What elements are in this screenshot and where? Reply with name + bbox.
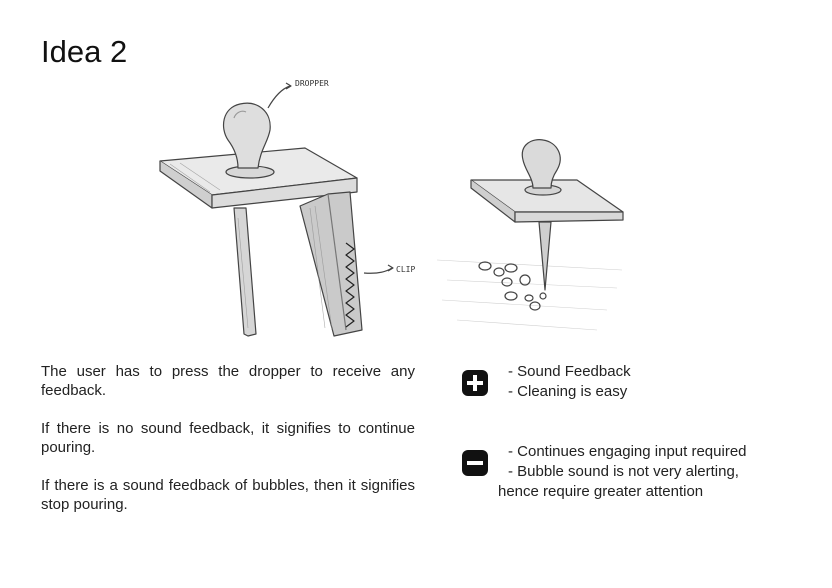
clip-label: CLIP [396, 265, 416, 274]
description-paragraph: If there is no sound feedback, it signifies to continue pouring. [41, 420, 415, 456]
dropper-clip-sketch [150, 68, 420, 343]
pros-item: - Cleaning is easy [508, 383, 628, 400]
plus-icon [462, 370, 488, 396]
pros-item: - Sound Feedback [508, 363, 631, 380]
page-title: Idea 2 [41, 34, 128, 69]
cons-item: - Bubble sound is not very alerting, [508, 463, 739, 480]
cons-item: - Continues engaging input required [508, 443, 747, 460]
cons-item: hence require greater attention [498, 483, 704, 500]
description-paragraph: The user has to press the dropper to receive any feedback. [41, 363, 415, 399]
description [41, 362, 415, 533]
minus-icon [462, 450, 488, 476]
cons-list [498, 442, 747, 502]
dropper-bubbles-sketch [437, 130, 627, 345]
dropper-label: DROPPER [295, 79, 329, 88]
description-paragraph: If there is a sound feedback of bubbles, then it signifies stop pouring. [41, 477, 415, 513]
pros-list [508, 362, 631, 402]
